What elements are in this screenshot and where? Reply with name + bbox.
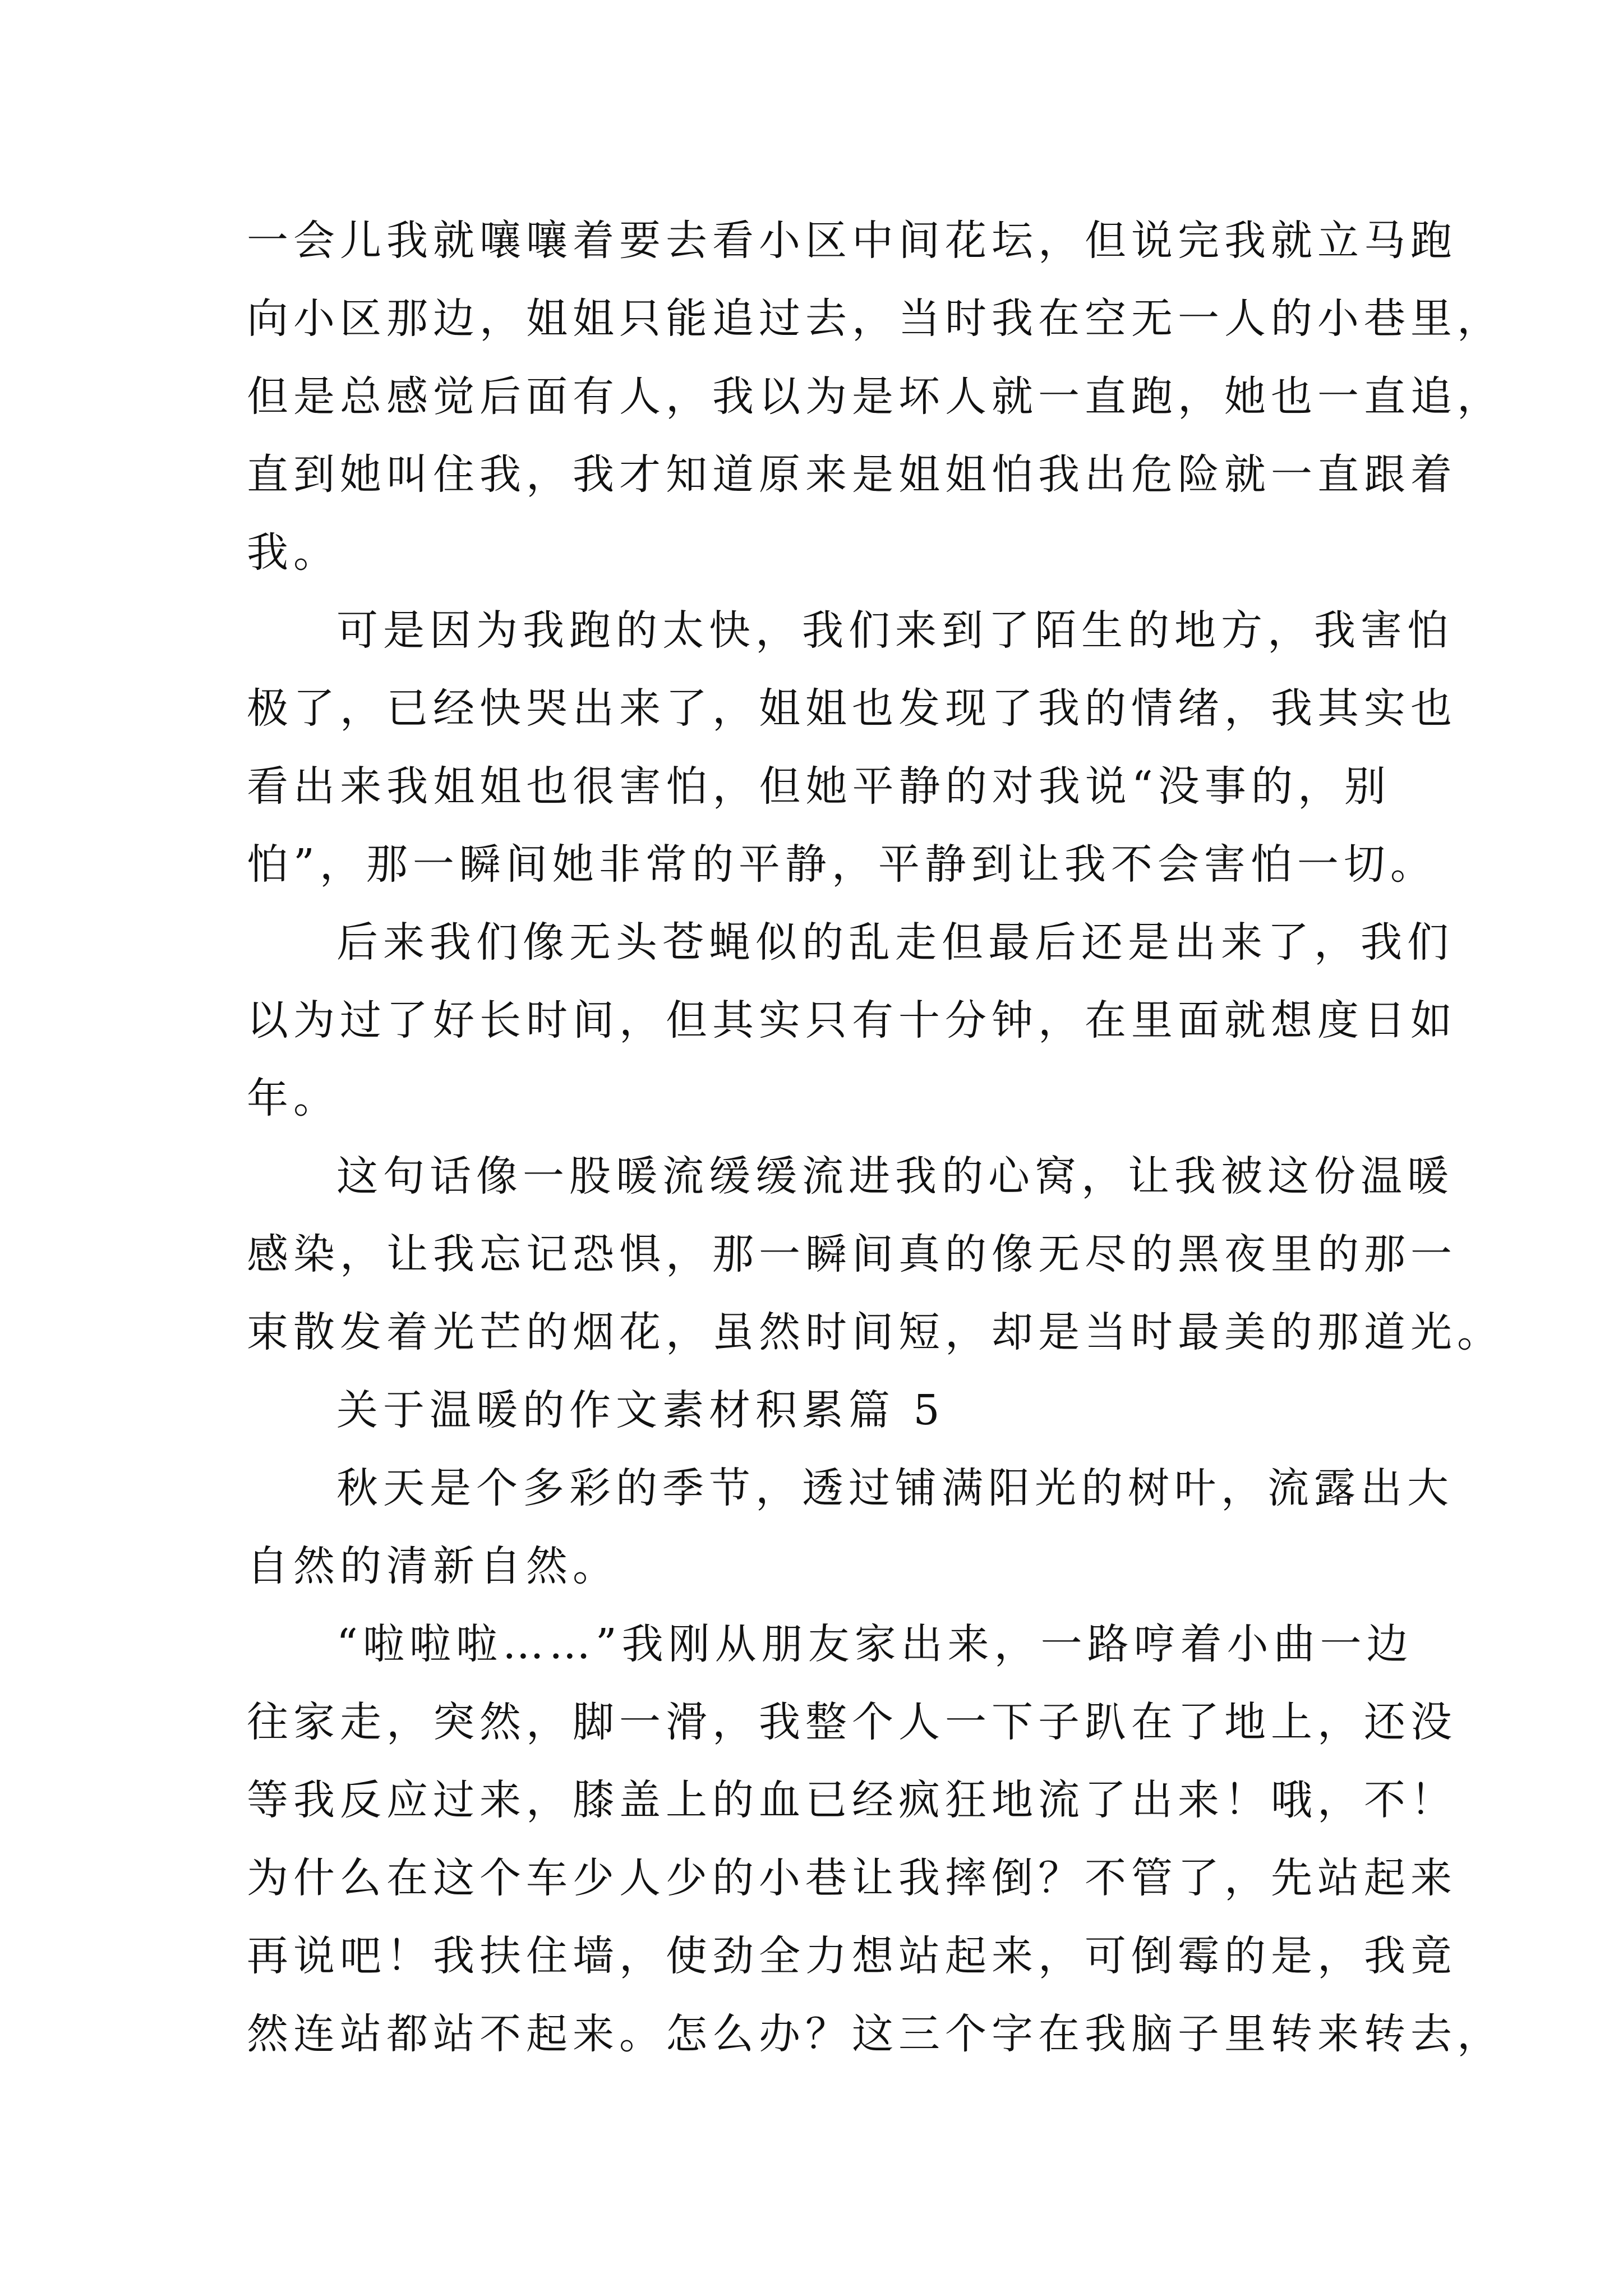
text-line: 自然的清新自然。 [247, 1542, 619, 1590]
text-line: 再说吧！我扶住墙，使劲全力想站起来，可倒霉的是，我竟 [247, 1932, 1457, 1980]
section-heading: 关于温暖的作文素材积累篇 5 [336, 1386, 945, 1434]
paragraph-first-line: “啦啦啦……”我刚从朋友家出来，一路哼着小曲一边 [336, 1620, 1413, 1668]
text-line: 直到她叫住我，我才知道原来是姐姐怕我出危险就一直跟着 [247, 450, 1457, 499]
paragraph-first-line: 这句话像一股暖流缓缓流进我的心窝，让我被这份温暖 [336, 1152, 1454, 1200]
text-line: 然连站都站不起来。怎么办？这三个字在我脑子里转来转去， [247, 2010, 1504, 2058]
text-line: 怕”，那一瞬间她非常的平静，平静到让我不会害怕一切。 [247, 840, 1437, 889]
document-body [247, 202, 1504, 2073]
text-line: 以为过了好长时间，但其实只有十分钟，在里面就想度日如 [247, 996, 1457, 1045]
paragraph-first-line: 秋天是个多彩的季节，透过铺满阳光的树叶，流露出大 [336, 1464, 1454, 1512]
text-line: 看出来我姐姐也很害怕，但她平静的对我说“没事的，别 [247, 762, 1391, 811]
text-line: 我。 [247, 528, 340, 577]
text-line: 感染，让我忘记恐惧，那一瞬间真的像无尽的黑夜里的那一 [247, 1230, 1457, 1278]
text-line: 为什么在这个车少人少的小巷让我摔倒？不管了，先站起来 [247, 1854, 1457, 1902]
text-line: 向小区那边，姐姐只能追过去，当时我在空无一人的小巷里， [247, 295, 1504, 343]
text-line: 往家走，突然，脚一滑，我整个人一下子趴在了地上，还没 [247, 1698, 1457, 1746]
text-line: 年。 [247, 1074, 340, 1122]
text-line: 极了，已经快哭出来了，姐姐也发现了我的情绪，我其实也 [247, 684, 1457, 733]
text-line: 等我反应过来，膝盖上的血已经疯狂地流了出来！哦，不！ [247, 1776, 1457, 1824]
text-line: 束散发着光芒的烟花，虽然时间短，却是当时最美的那道光。 [247, 1308, 1504, 1356]
text-line: 一会儿我就嚷嚷着要去看小区中间花坛，但说完我就立马跑 [247, 217, 1457, 265]
paragraph-first-line: 可是因为我跑的太快，我们来到了陌生的地方，我害怕 [336, 606, 1454, 655]
text-line: 但是总感觉后面有人，我以为是坏人就一直跑，她也一直追， [247, 372, 1504, 421]
paragraph-first-line: 后来我们像无头苍蝇似的乱走但最后还是出来了，我们 [336, 918, 1454, 967]
